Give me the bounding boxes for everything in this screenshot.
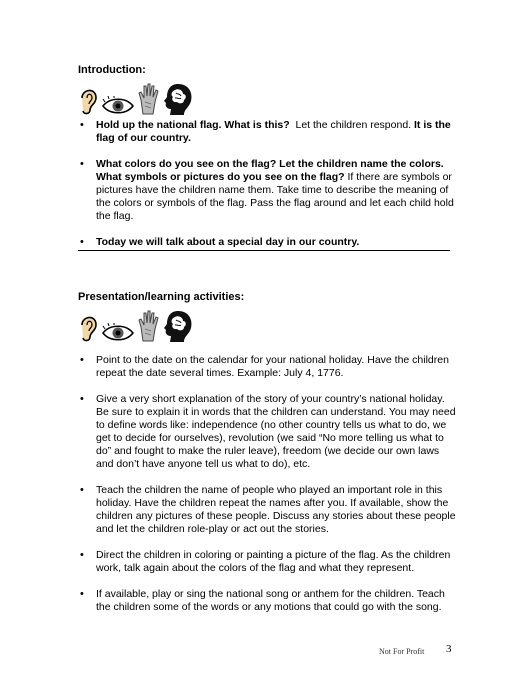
intro-bullet-1-bold: Hold up the national flag. What is this?	[96, 119, 290, 131]
intro-bullet-2-bold: What colors do you see on the flag? Let the children name the colors. What symbols or pictures do you see on the flag?	[96, 158, 444, 183]
presentation-senses-icons	[78, 309, 194, 343]
presentation-bullet-2: • Give a very short explanation of the story of your country’s national holiday. Be sure to explain it in words that the children can understand. You may need to define words like: independence (no other country tells us what to do, we get to decide for ourselves), revolution (we said “No more telling us what to do” and fought to make the ruler leave), freedom (we decide our own laws and don’t have anyone tell us what to do), etc.	[78, 393, 458, 471]
section-divider	[78, 250, 450, 251]
presentation-bullet-3: • Teach the children the name of people who played an important role in this holiday. Have the children repeat the names after you. If available, show the children any pictures of these people. Discuss any stories about these people and let the children role-play or act out the stories.	[78, 484, 458, 536]
page-number: 3	[446, 643, 452, 655]
intro-bullet-2-text: If there are symbols or pictures have the children name them. Take time to describe the meaning of the colors or symbols of the flag. Pass the flag around and let each child hold the flag.	[96, 171, 454, 222]
footer-not-for-profit: Not For Profit	[379, 647, 425, 656]
eye-icon	[102, 96, 134, 116]
head-icon	[162, 309, 194, 343]
hand-icon	[136, 82, 160, 116]
intro-bullet-list	[78, 119, 458, 249]
intro-bullet-3-bold: Today we will talk about a special day in our country.	[96, 236, 360, 248]
hand-icon	[136, 309, 160, 343]
intro-bullet-1-bold2: It is the flag of our country.	[96, 119, 451, 144]
presentation-bullet-list	[78, 354, 458, 614]
intro-bullet-2	[78, 158, 458, 223]
ear-icon	[78, 311, 100, 343]
eye-icon	[102, 323, 134, 343]
presentation-bullet-5: • If available, play or sing the national song or anthem for the children. Teach the children some of the words or any motions that could go with the song.	[78, 588, 458, 614]
intro-bullet-3	[78, 236, 458, 249]
presentation-heading: Presentation/learning activities:	[78, 291, 245, 303]
intro-bullet-1-text: Let the children respond.	[289, 119, 415, 131]
ear-icon	[78, 84, 100, 116]
intro-heading: Introduction:	[78, 64, 146, 76]
presentation-bullet-1: • Point to the date on the calendar for your national holiday. Have the children repeat the date several times. Example: July 4, 1776.	[78, 354, 458, 380]
head-icon	[162, 82, 194, 116]
presentation-bullet-4: • Direct the children in coloring or painting a picture of the flag. As the children work, talk again about the colors of the flag and what they represent.	[78, 549, 458, 575]
intro-senses-icons	[78, 82, 194, 116]
intro-bullet-1	[78, 119, 458, 145]
